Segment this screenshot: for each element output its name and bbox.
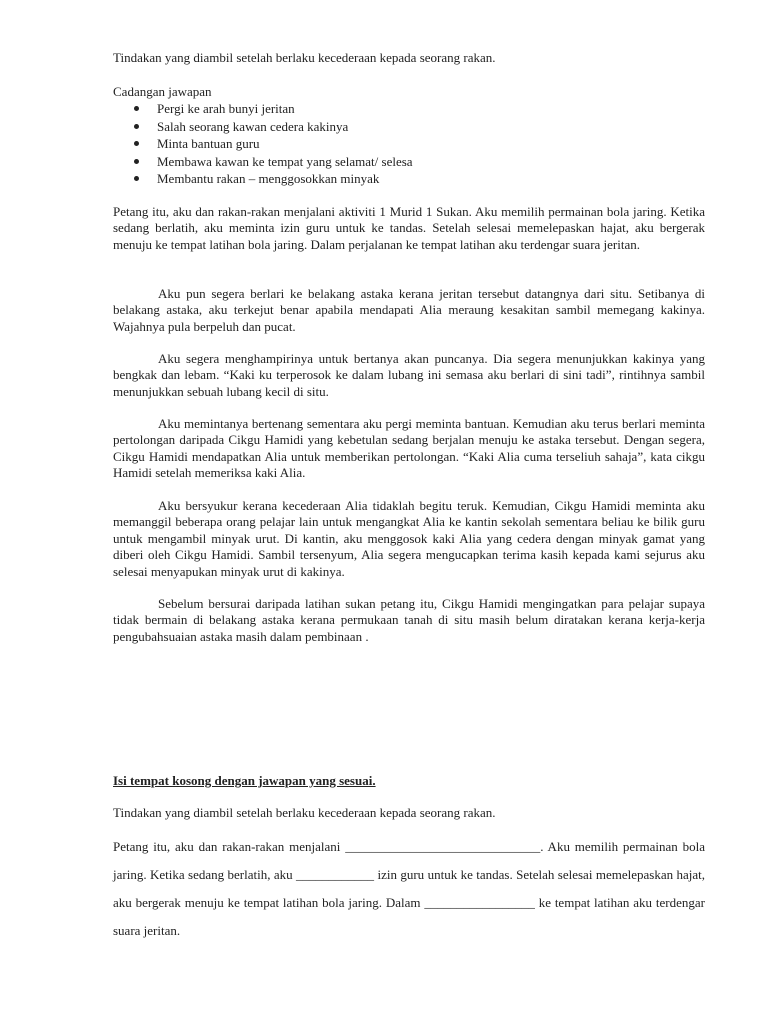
suggestion-item: Membantu rakan – menggosokkan minyak bbox=[157, 170, 717, 188]
suggestion-label: Cadangan jawapan bbox=[113, 84, 212, 99]
suggestion-item: Membawa kawan ke tempat yang selamat/ selesa bbox=[157, 153, 717, 171]
story-paragraph: Aku pun segera berlari ke belakang astaka kerana jeritan tersebut datangnya dari situ. Setibanya di belakang astaka, aku terkejut benar apabila mendapati Alia meraung kesakitan sambil memegang kakinya. Wajahnya pula berpeluh dan pucat. bbox=[113, 286, 705, 334]
suggestion-list bbox=[113, 100, 717, 188]
suggestion-item: Minta bantuan guru bbox=[157, 135, 717, 153]
suggestion-item: Pergi ke arah bunyi jeritan bbox=[157, 100, 717, 118]
story-paragraph: Aku memintanya bertenang sementara aku pergi meminta bantuan. Kemudian aku terus berlari meminta pertolongan daripada Cikgu Hamidi yang kebetulan sedang berjalan menuju ke astaka tersebut. Dengan segera, Cikgu Hamidi mendapatkan Alia untuk memberikan pertolongan. “Kaki Alia cuma terseliuh sahaja”, kata cikgu Hamidi setelah memeriksa kaki Alia. bbox=[113, 416, 705, 481]
exercise-heading: Tindakan yang diambil setelah berlaku kecederaan kepada seorang rakan. bbox=[113, 805, 496, 820]
suggestion-item: Salah seorang kawan cedera kakinya bbox=[157, 118, 717, 136]
document-heading: Tindakan yang diambil setelah berlaku kecederaan kepada seorang rakan. bbox=[113, 50, 496, 65]
story-paragraph: Aku segera menghampirinya untuk bertanya akan puncanya. Dia segera menunjukkan kakinya yang bengkak dan lebam. “Kaki ku terperosok ke dalam lubang ini semasa aku berlari di sini tadi”, rintihnya sambil menunjukkan sebuah lubang kecil di situ. bbox=[113, 351, 705, 399]
fill-in-blank-paragraph: Petang itu, aku dan rakan-rakan menjalani ______________________________. Aku memilih permainan bola jaring. Ketika sedang berlatih, aku ____________ izin guru untuk ke tandas. Setelah selesai memelepaskan hajat, aku bergerak menuju ke tempat latihan bola jaring. Dalam _________________ ke tempat latihan aku terdengar suara jeritan. bbox=[113, 839, 705, 938]
exercise-title: Isi tempat kosong dengan jawapan yang sesuai. bbox=[113, 773, 376, 788]
story-paragraph: Petang itu, aku dan rakan-rakan menjalani aktiviti 1 Murid 1 Sukan. Aku memilih permainan bola jaring. Ketika sedang berlatih, aku meminta izin guru untuk ke tandas. Setelah selesai memelepaskan hajat, aku bergerak menuju ke tempat latihan bola jaring. Dalam perjalanan ke tempat latihan aku terdengar suara jeritan. bbox=[113, 204, 705, 252]
story-paragraph: Sebelum bersurai daripada latihan sukan petang itu, Cikgu Hamidi mengingatkan para pelajar supaya tidak bermain di belakang astaka kerana permukaan tanah di situ masih belum diratakan kerana kerja-kerja pengubahsuaian astaka masih dalam pembinaan . bbox=[113, 596, 705, 644]
story-paragraph: Aku bersyukur kerana kecederaan Alia tidaklah begitu teruk. Kemudian, Cikgu Hamidi meminta aku memanggil beberapa orang pelajar lain untuk mengangkat Alia ke kantin sekolah sementara beliau ke bilik guru untuk mengambil minyak urut. Di kantin, aku menggosok kaki Alia yang cedera dengan minyak gamat yang diberi oleh Cikgu Hamidi. Sambil tersenyum, Alia segera mengucapkan terima kasih kepada kami sejurus aku selesai menyapukan minyak urut di kakinya. bbox=[113, 498, 705, 579]
